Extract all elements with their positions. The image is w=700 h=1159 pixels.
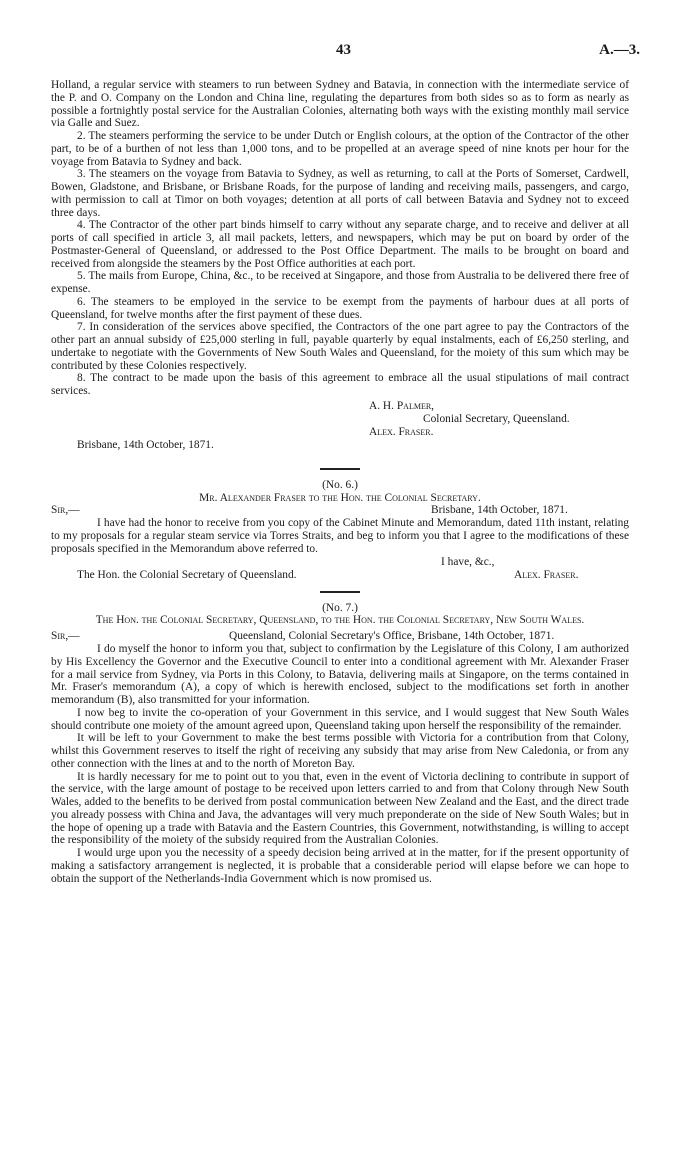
agreement-paragraph: 4. The Contractor of the other part binds himself to carry without any separate charge, and to receive and deliver at all ports of call specified in article 3, all mail packets, letters, and newspapers, which may be put on board by order of the Postmaster-General of Queensland, or addressed to the Post Office Department. The mails to be brought on board and received from alongside the steamers by the Post Office authorities at each port. — [51, 219, 629, 270]
text-column — [51, 79, 629, 885]
letter-heading: The Hon. the Colonial Secretary, Queensland, to the Hon. the Colonial Secretary, New South Wales. — [95, 614, 585, 627]
letter-no-7 — [51, 602, 629, 886]
agreement-paragraph: 2. The steamers performing the service to be under Dutch or English colours, at the option of the Contractor of the other part, to be of a burthen of not less than 1,000 tons, and to be propelled at an average speed of nine knots per hour for the voyage from Batavia to Sydney and back. — [51, 130, 629, 168]
agreement-paragraph: 7. In consideration of the services above specified, the Contractors of the one part agree to pay the Contractors of the other part an annual subsidy of £25,000 sterling in full, payable quarterly by equal instalments, each of £6,250 sterling, and undertake to negotiate with the Governments of New South Wales and Queensland, for the moiety of this sum which may be contributed by these Colonies respectively. — [51, 321, 629, 372]
salutation: Sir,— — [51, 504, 80, 517]
letter-body: I have had the honor to receive from you copy of the Cabinet Minute and Memorandum, dated 11th instant, relating to my proposals for a regular steam service via Torres Straits, and beg to inform you that I agree to the modifications of these proposals specified in the Memorandum above referred to. — [51, 517, 629, 555]
agreement-paragraph: 5. The mails from Europe, China, &c., to be received at Singapore, and those from Australia to be delivered there free of expense. — [51, 270, 629, 295]
letter-heading: Mr. Alexander Fraser to the Hon. the Colonial Secretary. — [199, 491, 481, 504]
letter-paragraph: I do myself the honor to inform you that, subject to confirmation by the Legislature of this Colony, I am authorized by His Excellency the Governor and the Executive Council to enter into a conditional agreement with Mr. Alexander Fraser for a mail service from Sydney, via Ports in this Colony, to Batavia, delivering mails at Singapore, on the terms contained in Mr. Fraser's memorandum (A), a copy of which is herewith enclosed, subject to the modifications set forth in another memorandum (B), also transmitted for your information. — [51, 643, 629, 706]
agreement-paragraph: 6. The steamers to be employed in the service to be exempt from the payments of harbour dues at all ports of Queensland, for twelve months after the first payment of these dues. — [51, 295, 629, 321]
page-header — [0, 44, 700, 64]
letter-number: (No. 6.) — [322, 478, 358, 491]
letter-paragraph: It will be left to your Government to make the best terms possible with Victoria for a contribution from that Colony, whilst this Government reserves to itself the right of receiving any subsidy that may arise from New Caledonia, or from any other connection with the lines at and to the north of Moreton Bay. — [51, 732, 629, 770]
section-divider — [320, 591, 360, 593]
letter-signature: Alex. Fraser. — [514, 568, 579, 581]
agreement-paragraph: 8. The contract to be made upon the basis of this agreement to embrace all the usual stipulations of mail contract services. — [51, 372, 629, 397]
agreement-paragraph: 3. The steamers on the voyage from Batavia to Sydney, as well as returning, to call at the Ports of Somerset, Cardwell, Bowen, Gladstone, and Brisbane, or Brisbane Roads, for the purpose of landing and receiving mails, passengers, and cargo, with permission to call at Timor on both voyages; detention at all ports of call between Batavia and Sydney not to exceed three days. — [51, 168, 629, 219]
salutation: Sir,— — [51, 630, 80, 642]
letter-paragraph: It is hardly necessary for me to point out to you that, even in the event of Victoria declining to contribute in support of the service, with the large amount of postage to be received upon letters carried to and from that Colony through New South Wales, added to the benefits to be derived from postal communication between New Zealand and the East, and the direct trade you already possess with China and Java, the advantages will very much preponderate on the side of New South Wales; but in the hope of opening up a trade with Batavia and the Eastern Countries, this Government, notwithstanding, is willing to accept the responsibility of the moiety of the subsidy required from the Australian Colonies. — [51, 770, 629, 847]
letter-date: Brisbane, 14th October, 1871. — [431, 504, 568, 517]
agreement-signature-block — [51, 400, 629, 452]
section-divider — [320, 468, 360, 470]
letter-paragraph: I would urge upon you the necessity of a speedy decision being arrived at in the matter, for if the present opportunity of making a satisfactory arrangement is neglected, it is probable that a considerable period will elapse before we can hope to obtain the support of the Netherlands-India Government which is now promised us. — [51, 847, 629, 885]
page-number: 43 — [336, 42, 351, 58]
sheet-reference: A.—3. — [599, 42, 640, 58]
signer-name: A. H. Palmer, — [369, 399, 435, 412]
place-date: Brisbane, 14th October, 1871. — [77, 438, 214, 451]
letter-recipient: The Hon. the Colonial Secretary of Queensland. — [77, 568, 297, 581]
letter-no-6 — [51, 479, 629, 582]
letter-date: Queensland, Colonial Secretary's Office, Brisbane, 14th October, 1871. — [229, 630, 555, 642]
letter-paragraph: I now beg to invite the co-operation of your Government in this service, and I would suggest that New South Wales should contribute one moiety of the amount agreed upon, Queensland taking upon herself the responsibility of the remainder. — [51, 706, 629, 732]
letter-number: (No. 7.) — [322, 601, 358, 614]
signer-name: Alex. Fraser. — [369, 425, 434, 438]
agreement-paragraph: Holland, a regular service with steamers to run between Sydney and Batavia, in connection with the intermediate service of the P. and O. Company on the London and China line, regulating the departures from both sides so as to form as nearly as possible a fortnightly postal service for the Australian Colonies, alternating both ways with the existing monthly mail service via Galle and Suez. — [51, 79, 629, 130]
letter-closing: I have, &c., — [441, 555, 495, 568]
signer-title: Colonial Secretary, Queensland. — [423, 412, 570, 425]
